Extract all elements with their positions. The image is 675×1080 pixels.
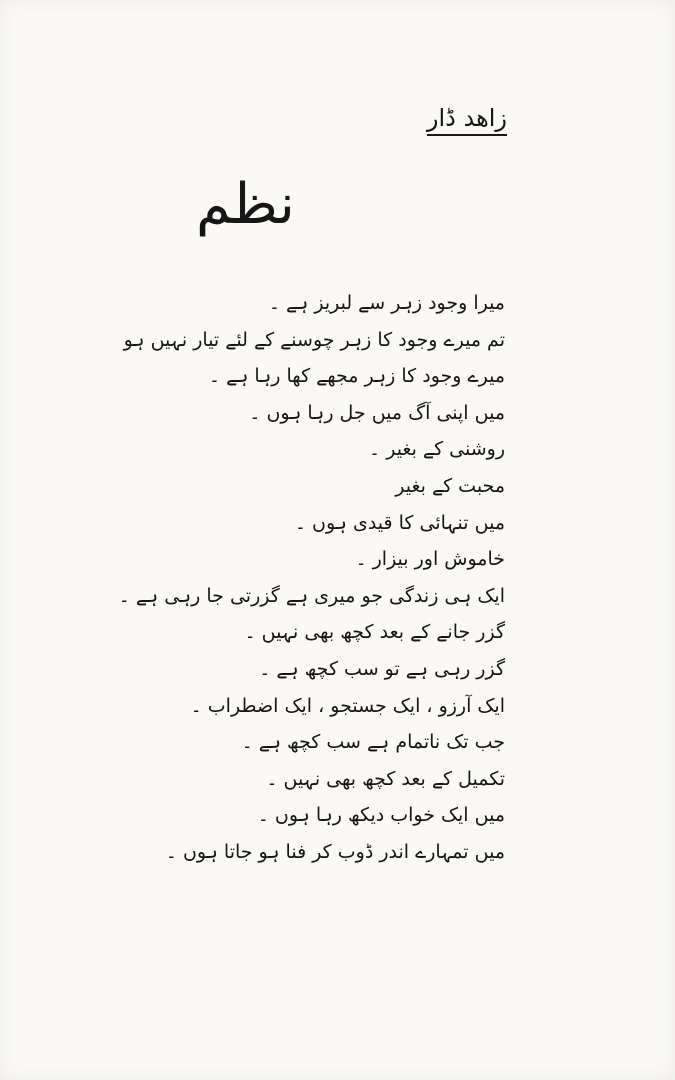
poem-line: ایک ہی زندگی جو میری ہے گزرتی جا رہی ہے ۔: [118, 584, 505, 607]
poem-line: میں اپنی آگ میں جل رہا ہوں ۔: [249, 401, 505, 424]
poem-title: نظم: [196, 172, 295, 237]
poem-line: میں تنہائی کا قیدی ہوں ۔: [294, 511, 505, 534]
poem-line: تکمیل کے بعد کچھ بھی نہیں ۔: [266, 767, 505, 790]
poem-line: گزر جانے کے بعد کچھ بھی نہیں ۔: [244, 621, 505, 644]
poem-line: ایک آرزو ، ایک جستجو ، ایک اضطراب ۔: [190, 694, 505, 717]
poem-line: میں تمہارے اندر ڈوب کر فنا ہو جاتا ہوں ۔: [165, 840, 505, 863]
poem-line: گزر رہی ہے تو سب کچھ ہے ۔: [259, 657, 505, 680]
poem-line: میرے وجود کا زہر مجھے کھا رہا ہے ۔: [208, 365, 505, 388]
poem-line: روشنی کے بغیر ۔: [369, 438, 505, 461]
poem-line: محبت کے بغیر: [395, 474, 505, 497]
poem-body: [65, 285, 505, 871]
poem-line: میں ایک خواب دیکھ رہا ہوں ۔: [257, 804, 505, 827]
poem-line: تم میرے وجود کا زہر چوسنے کے لئے تیار نہیں ہو: [123, 328, 505, 351]
poem-line: خاموش اور بیزار ۔: [355, 548, 505, 571]
poem-line: جب تک ناتمام ہے سب کچھ ہے ۔: [241, 731, 505, 754]
author-name: زاھد ڈار: [427, 104, 507, 136]
poem-line: میرا وجود زہر سے لبریز ہے ۔: [268, 292, 505, 314]
